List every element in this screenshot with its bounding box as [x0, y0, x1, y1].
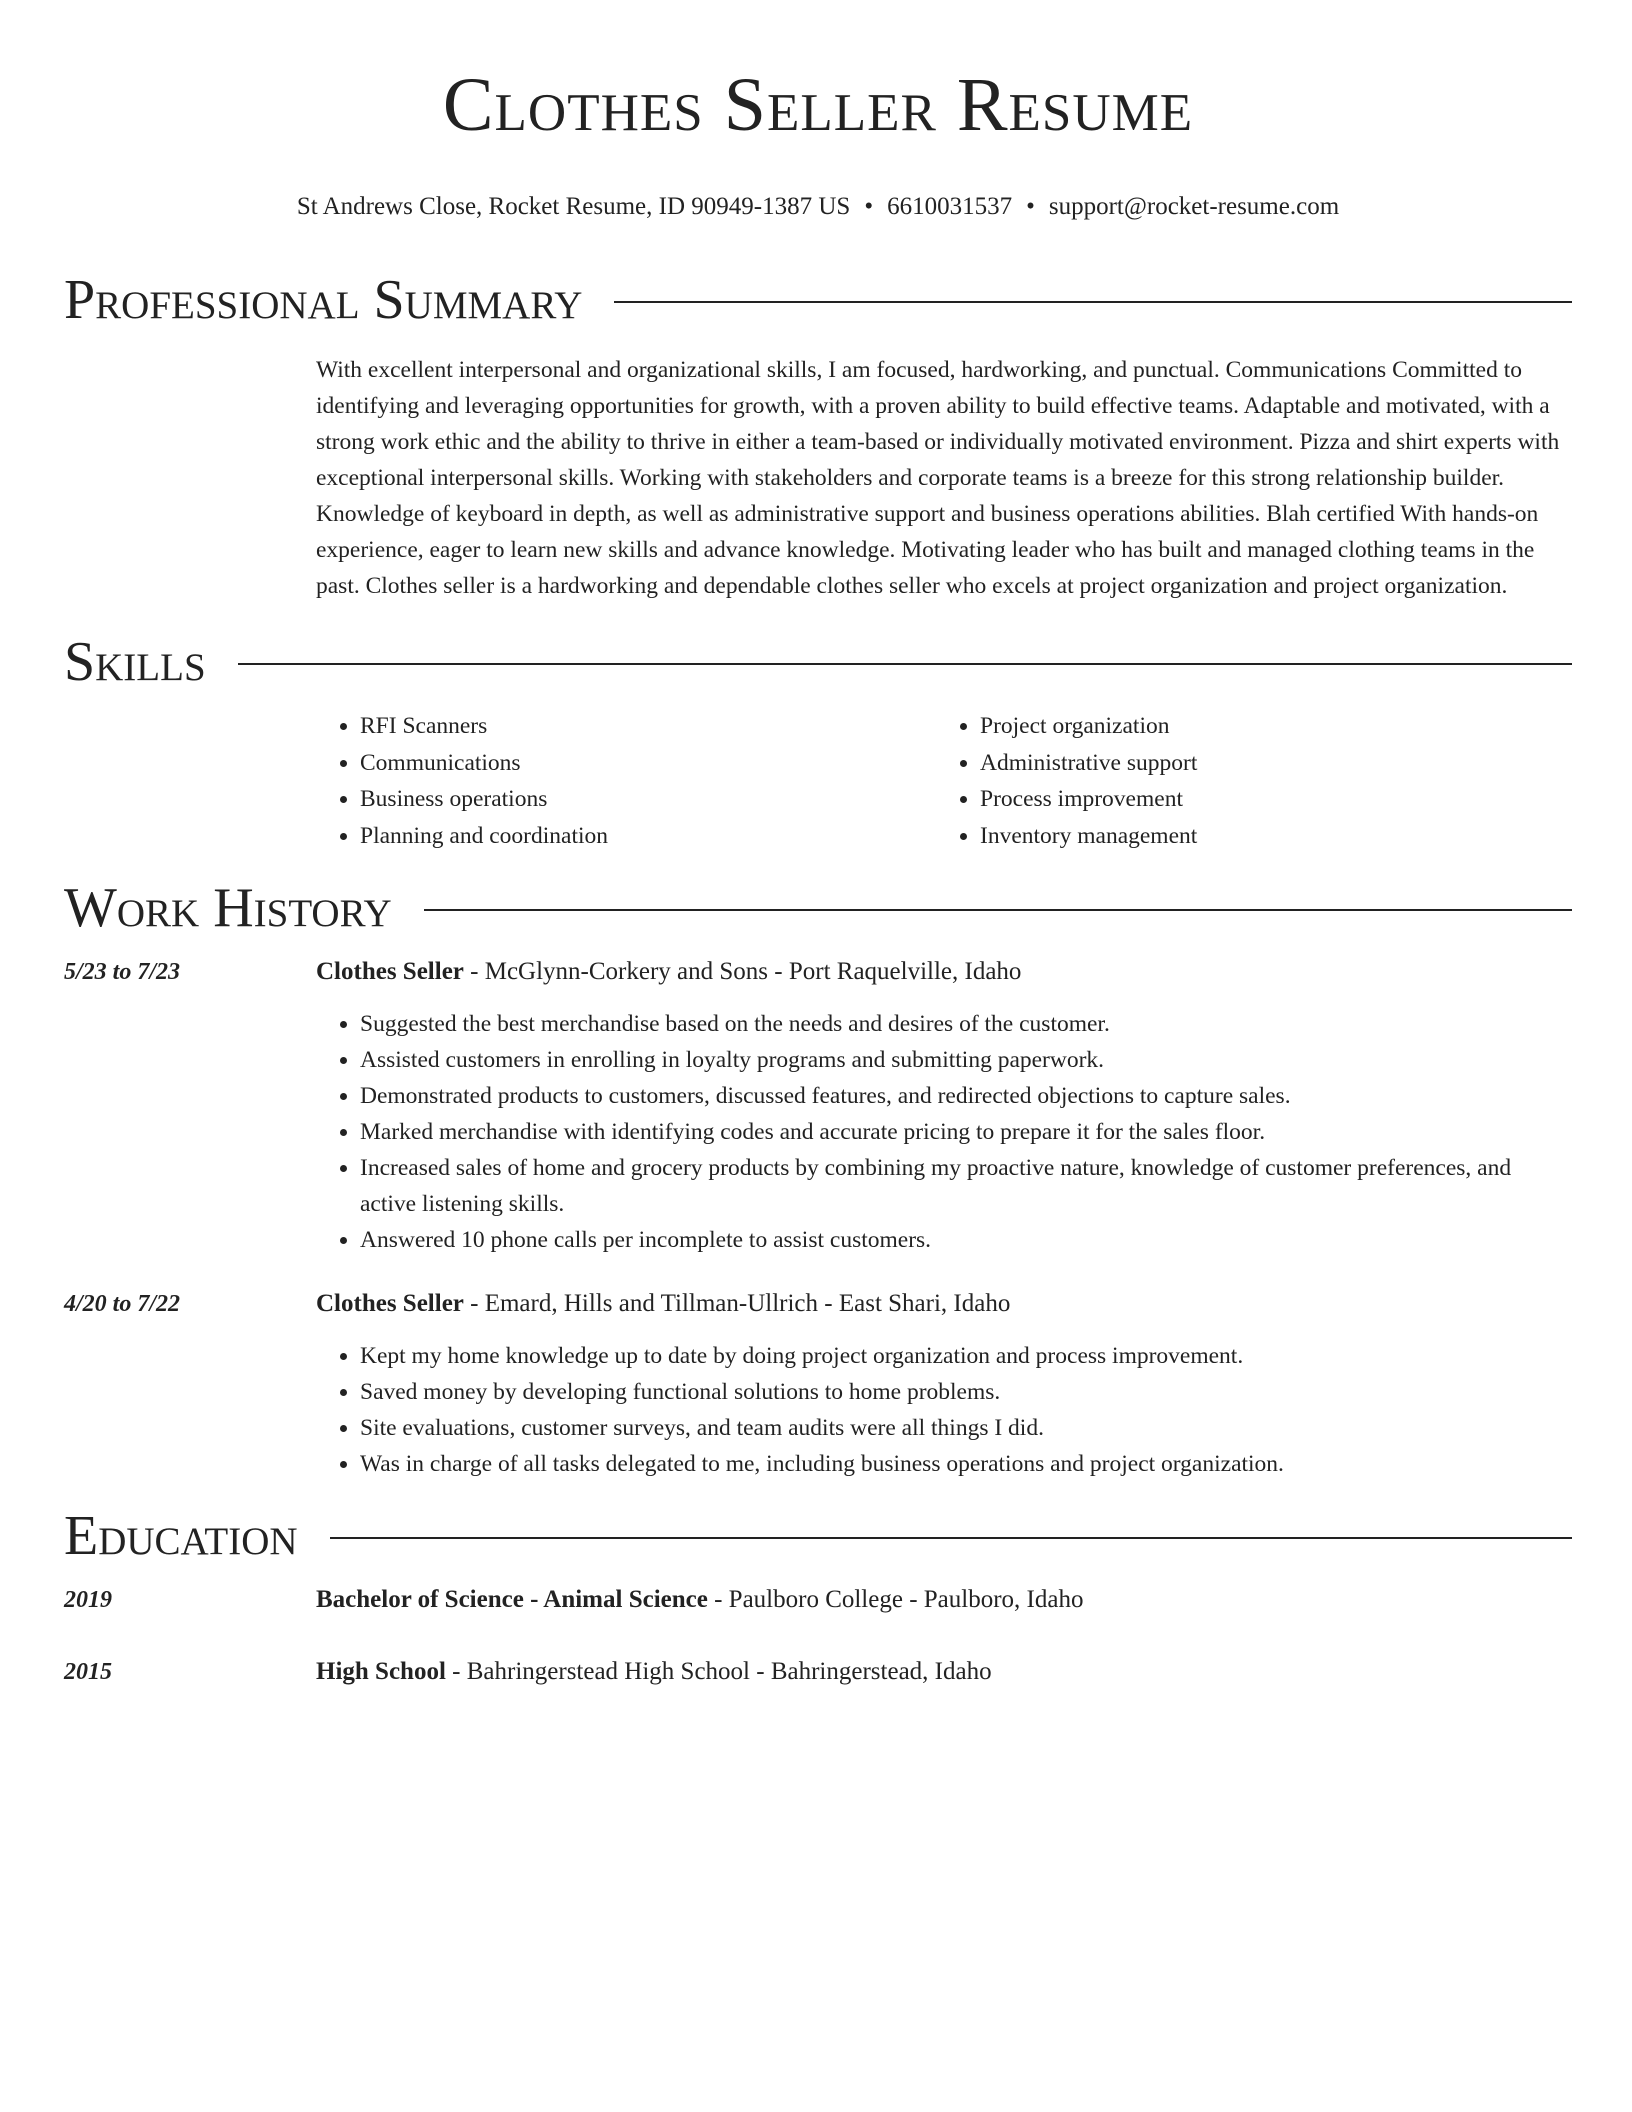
job-bullet: • Marked merchandise with identifying codes and accurate pricing to prepare it for the sales floor. — [360, 1114, 1572, 1150]
work-section-header — [64, 878, 1572, 938]
job-role: Clothes Seller — [316, 958, 464, 985]
job-bullet: • Suggested the best merchandise based on the needs and desires of the customer. — [360, 1006, 1572, 1042]
job-role: Clothes Seller — [316, 1290, 464, 1317]
job-details: - Emard, Hills and Tillman-Ullrich - East Shari, Idaho — [463, 1290, 1011, 1317]
resume-title: Clothes Seller Resume — [442, 63, 1194, 147]
summary-section-title: Professional Summary — [64, 269, 583, 331]
education-year: 2019 — [64, 1587, 112, 1613]
education-details: - Bahringerstead High School - Bahringerstead, Idaho — [445, 1658, 992, 1685]
education-year: 2015 — [64, 1659, 112, 1685]
education-details: - Paulboro College - Paulboro, Idaho — [707, 1586, 1084, 1613]
work-section-title: Work History — [64, 877, 392, 939]
education-entry — [64, 1654, 1572, 1690]
contact-line — [64, 192, 1572, 222]
education-section-header — [64, 1506, 1572, 1566]
education-heading — [316, 1582, 1572, 1618]
education-entry — [64, 1582, 1572, 1618]
contact-separator: • — [864, 193, 874, 220]
job-bullet: • Answered 10 phone calls per incomplete to assist customers. — [360, 1222, 1572, 1258]
job-entry — [64, 1286, 1572, 1482]
job-body — [316, 1286, 1572, 1482]
job-bullet: • Kept my home knowledge up to date by doing project organization and process improvement. — [360, 1338, 1572, 1374]
section-divider — [238, 663, 1572, 665]
summary-text: With excellent interpersonal and organizational skills, I am focused, hardworking, and punctual. Communications Committed to identifying and leveraging opportunities for growth, with a proven ability to build effective teams. Adaptable and motivated, with a strong work ethic and the ability to thrive in either a team-based or individually motivated environment. Pizza and shirt experts with exceptional interpersonal skills. Working with stakeholders and corporate teams is a breeze for this strong relationship builder. Knowledge of keyboard in depth, as well as administrative support and business operations abilities. Blah certified With hands-on experience, eager to learn new skills and advance knowledge. Motivating leader who has built and managed clothing teams in the past. Clothes seller is a hardworking and dependable clothes seller who excels at project organization and project organization. — [316, 357, 1560, 599]
job-bullet: • Was in charge of all tasks delegated to me, including business operations and project organization. — [360, 1446, 1572, 1482]
section-divider — [424, 909, 1572, 911]
skill-item: • Inventory management — [980, 818, 1556, 855]
skill-item: • Communications — [360, 745, 936, 782]
job-body — [316, 954, 1572, 1258]
section-divider — [330, 1537, 1572, 1539]
education-section-title: Education — [64, 1505, 298, 1567]
job-heading — [316, 1286, 1572, 1322]
skill-item: • Process improvement — [980, 781, 1556, 818]
resume-page — [64, 60, 1572, 1690]
section-divider — [614, 301, 1572, 303]
education-degree: High School — [316, 1658, 446, 1685]
skill-item: • RFI Scanners — [360, 708, 936, 745]
skill-item: • Project organization — [980, 708, 1556, 745]
contact-email: support@rocket-resume.com — [1048, 193, 1340, 220]
skill-item: • Business operations — [360, 781, 936, 818]
education-degree: Bachelor of Science - Animal Science — [316, 1586, 708, 1613]
skills-column-right — [936, 708, 1556, 854]
job-entry — [64, 954, 1572, 1258]
job-date: 5/23 to 7/23 — [64, 959, 181, 985]
skills-column-left — [316, 708, 936, 854]
contact-phone: 6610031537 — [887, 193, 1013, 220]
job-bullets — [316, 1006, 1572, 1258]
job-date: 4/20 to 7/22 — [64, 1291, 181, 1317]
job-bullets — [316, 1338, 1572, 1482]
contact-separator: • — [1026, 193, 1035, 220]
skills-section-title: Skills — [64, 631, 206, 693]
job-bullet: • Saved money by developing functional solutions to home problems. — [360, 1374, 1572, 1410]
contact-address: St Andrews Close, Rocket Resume, ID 90949-1387 US — [296, 193, 851, 220]
job-details: - McGlynn-Corkery and Sons - Port Raquelville, Idaho — [463, 958, 1022, 985]
skill-item: • Planning and coordination — [360, 818, 936, 855]
summary-section-header — [64, 270, 1572, 330]
skill-item: • Administrative support — [980, 745, 1556, 782]
skills-section-header — [64, 632, 1572, 692]
education-heading — [316, 1654, 1572, 1690]
job-bullet: • Demonstrated products to customers, discussed features, and redirected objections to capture sales. — [360, 1078, 1572, 1114]
job-bullet: • Increased sales of home and grocery products by combining my proactive nature, knowledge of customer preferences, and active listening skills. — [360, 1150, 1572, 1222]
job-heading — [316, 954, 1572, 990]
job-bullet: • Assisted customers in enrolling in loyalty programs and submitting paperwork. — [360, 1042, 1572, 1078]
skills-list — [316, 708, 1572, 854]
job-bullet: • Site evaluations, customer surveys, and team audits were all things I did. — [360, 1410, 1572, 1446]
